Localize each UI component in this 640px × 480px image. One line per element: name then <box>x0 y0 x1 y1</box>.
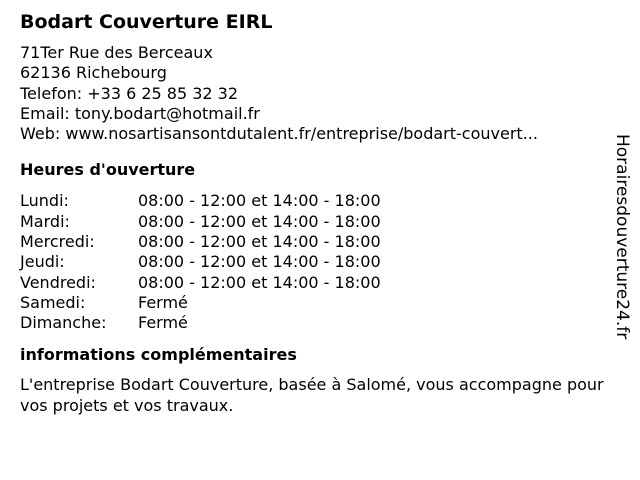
hours-row <box>20 313 610 333</box>
phone-number[interactable]: Telefon: +33 6 25 85 32 32 <box>20 83 239 103</box>
day-label: Mardi: <box>20 211 70 231</box>
day-label: Vendredi: <box>20 272 96 292</box>
day-label: Lundi: <box>20 191 69 211</box>
hours-row <box>20 212 610 232</box>
hours-title: Heures d'ouverture <box>20 160 196 180</box>
day-hours: 08:00 - 12:00 et 14:00 - 18:00 <box>138 211 381 231</box>
contact-block <box>20 43 610 144</box>
day-label: Jeudi: <box>20 252 65 272</box>
day-hours: Fermé <box>138 313 188 333</box>
info-text: L'entreprise Bodart Couverture, basée à Salomé, vous accompagne pour vos projets et vos travaux. <box>20 374 604 415</box>
day-label: Mercredi: <box>20 232 95 252</box>
hours-table <box>20 191 610 333</box>
hours-row <box>20 191 610 211</box>
business-card <box>20 10 610 416</box>
day-hours: 08:00 - 12:00 et 14:00 - 18:00 <box>138 191 381 211</box>
email-address[interactable]: Email: tony.bodart@hotmail.fr <box>20 103 260 123</box>
day-hours: 08:00 - 12:00 et 14:00 - 18:00 <box>138 252 381 272</box>
day-hours: Fermé <box>138 292 188 312</box>
info-title: informations complémentaires <box>20 344 297 364</box>
site-watermark: Horairesdouverture24.fr <box>612 134 632 340</box>
street-address: 71Ter Rue des Berceaux <box>20 43 213 62</box>
hours-row <box>20 293 610 313</box>
day-label: Samedi: <box>20 292 86 312</box>
city-address: 62136 Richebourg <box>20 63 167 83</box>
day-label: Dimanche: <box>20 313 107 333</box>
website-link[interactable]: Web: www.nosartisansontdutalent.fr/entreprise/bodart-couvert... <box>20 124 538 144</box>
day-hours: 08:00 - 12:00 et 14:00 - 18:00 <box>138 232 381 252</box>
business-name: Bodart Couverture EIRL <box>20 11 273 33</box>
hours-row <box>20 273 610 293</box>
hours-row <box>20 232 610 252</box>
hours-row <box>20 252 610 272</box>
day-hours: 08:00 - 12:00 et 14:00 - 18:00 <box>138 272 381 292</box>
